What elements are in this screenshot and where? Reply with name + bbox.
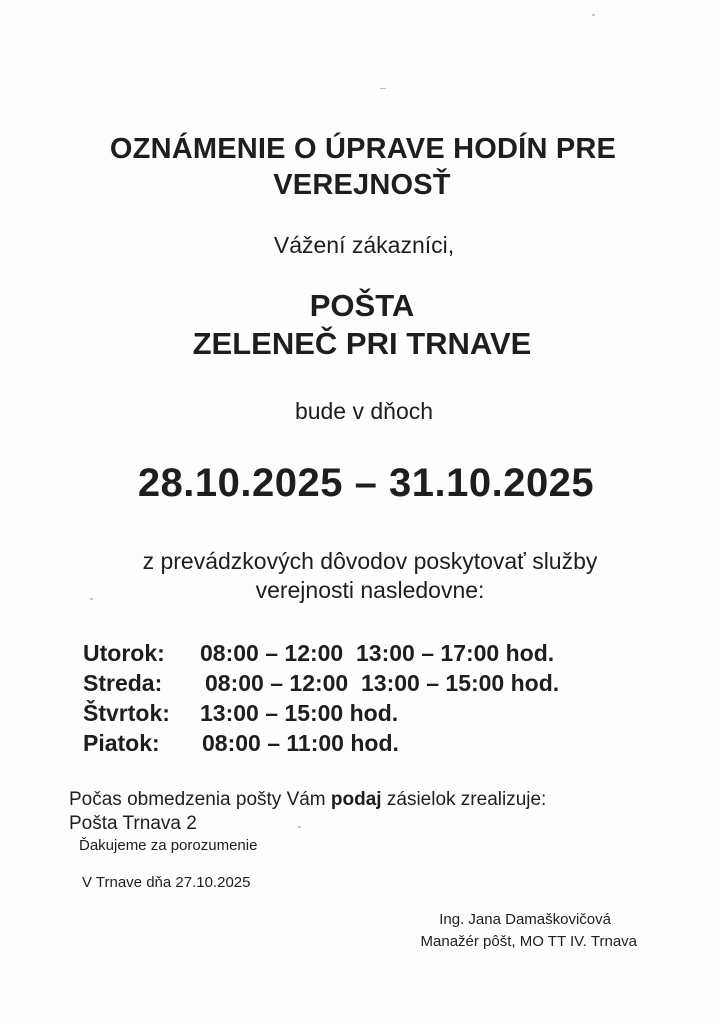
notice-title-line-2: VEREJNOSŤ bbox=[273, 169, 451, 201]
reason-line-1: z prevádzkových dôvodov poskytovať služby bbox=[142, 548, 598, 574]
schedule-day: Utorok: bbox=[83, 640, 165, 666]
reason-text bbox=[0, 547, 724, 605]
alternative-office-line-2: Pošta Trnava 2 bbox=[69, 813, 197, 834]
notice-text-bold: podaj bbox=[330, 789, 382, 810]
schedule-day: Štvrtok: bbox=[83, 700, 170, 726]
signature-name: Ing. Jana Damaškovičová bbox=[439, 911, 611, 928]
signature-block bbox=[421, 909, 637, 953]
post-office-name-line-1: POŠTA bbox=[309, 288, 415, 323]
schedule-hours: 08:00 – 11:00 hod. bbox=[202, 730, 399, 756]
scan-speck bbox=[592, 14, 595, 16]
scan-speck bbox=[380, 88, 386, 89]
notice-text-before: Počas obmedzenia pošty Vám bbox=[69, 789, 331, 810]
signature-role: Manažér pôšt, MO TT IV. Trnava bbox=[420, 933, 637, 950]
date-range: 28.10.2025 – 31.10.2025 bbox=[137, 461, 595, 505]
place-and-date: V Trnave dňa 27.10.2025 bbox=[82, 874, 251, 891]
schedule-hours: 08:00 – 12:00 13:00 – 15:00 hod. bbox=[205, 670, 560, 696]
schedule-day: Piatok: bbox=[83, 730, 160, 756]
post-office-name bbox=[0, 287, 724, 363]
reason-line-2: verejnosti nasledovne: bbox=[255, 577, 485, 603]
schedule-hours: 13:00 – 15:00 hod. bbox=[200, 700, 399, 726]
greeting: Vážení zákazníci, bbox=[273, 232, 455, 258]
alternative-office-line-1 bbox=[69, 788, 546, 812]
schedule-day: Streda: bbox=[83, 670, 163, 696]
post-office-name-line-2: ZELENEČ PRI TRNAVE bbox=[192, 326, 532, 361]
notice-title-line-1: OZNÁMENIE O ÚPRAVE HODÍN PRE bbox=[109, 133, 617, 165]
days-intro: bude v dňoch bbox=[294, 398, 434, 424]
notice-text-after: zásielok zrealizuje: bbox=[381, 789, 547, 810]
notice-title bbox=[0, 131, 724, 203]
thanks-text: Ďakujeme za porozumenie bbox=[79, 837, 258, 854]
alternative-office-notice bbox=[69, 788, 546, 836]
schedule-hours: 08:00 – 12:00 13:00 – 17:00 hod. bbox=[200, 640, 555, 666]
